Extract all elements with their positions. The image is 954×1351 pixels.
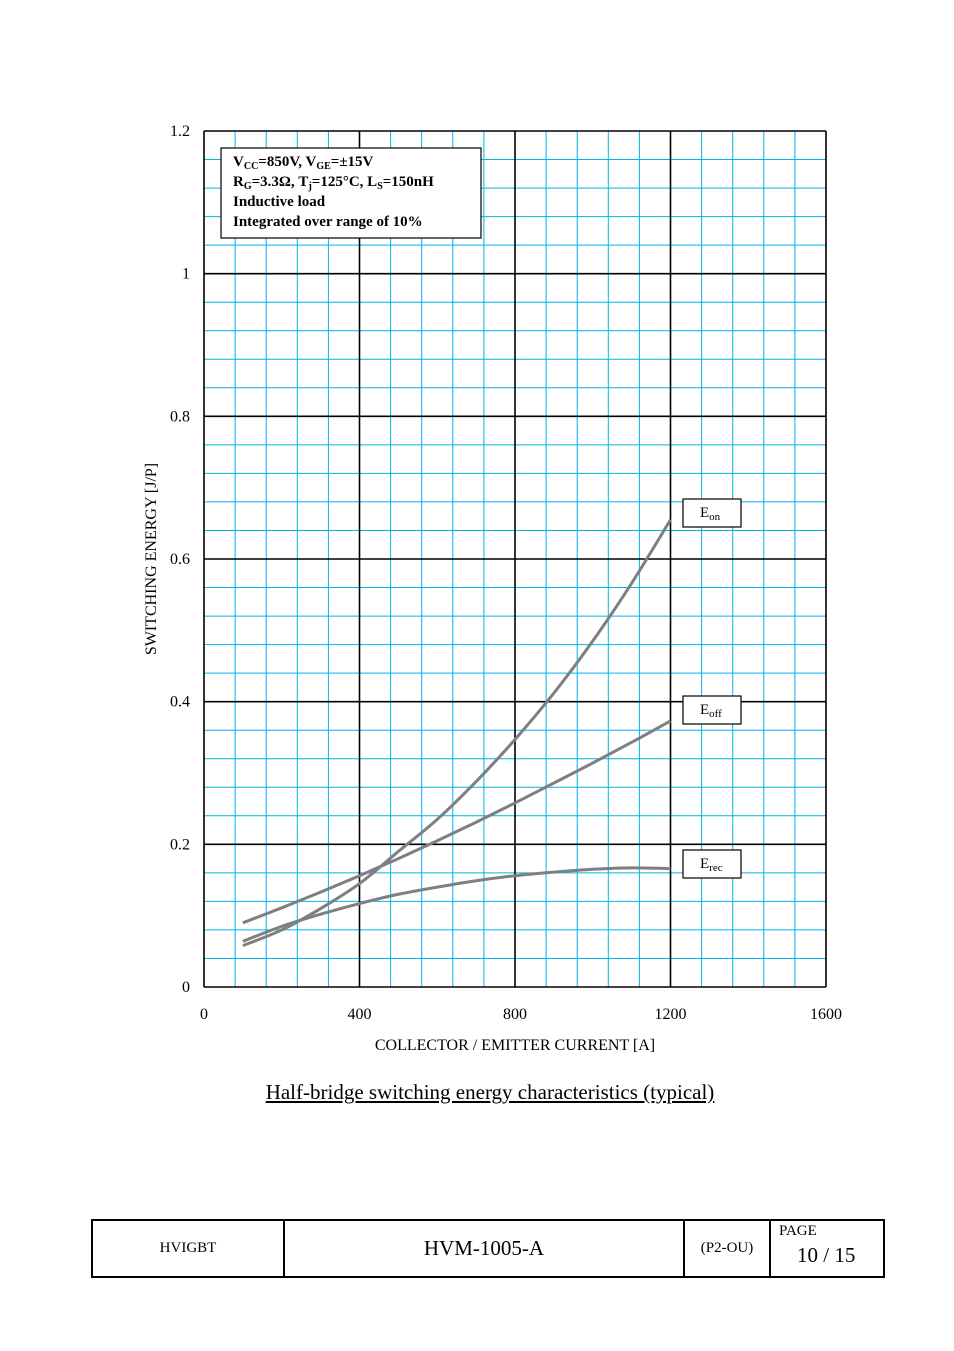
- footer-page-cell: [771, 1221, 883, 1276]
- conditions-box: [221, 148, 481, 238]
- series-line-on: [243, 520, 671, 946]
- figure-caption: Half-bridge switching energy characteristics (typical): [265, 1080, 715, 1104]
- x-tick-label: 1600: [810, 1006, 842, 1023]
- footer-table: [91, 1219, 885, 1278]
- footer-page-label: PAGE: [779, 1223, 817, 1239]
- series-label-off: $E_{off}$: [700, 702, 722, 720]
- footer-code: (P2-OU): [685, 1221, 771, 1276]
- x-tick-label: 800: [503, 1006, 527, 1023]
- y-axis-label: SWITCHING ENERGY [J/P]: [143, 462, 160, 656]
- y-tick-label: 0.2: [170, 836, 190, 854]
- y-tick-label: 1: [182, 265, 190, 283]
- footer-page-number: 10 / 15: [797, 1243, 856, 1267]
- condition-line: $V_{CC}=850V$, $V_{GE}=\pm 15V$: [233, 154, 374, 172]
- x-tick-labels: [200, 1006, 842, 1023]
- x-tick-label: 400: [347, 1006, 372, 1023]
- y-tick-label: 0: [182, 979, 190, 996]
- x-axis-label: COLLECTOR / EMITTER CURRENT [A]: [374, 1037, 656, 1054]
- x-tick-label: 0: [200, 1006, 208, 1023]
- y-tick-label: 0.4: [170, 693, 190, 711]
- y-tick-label: 0.8: [170, 408, 190, 426]
- condition-line: Inductive load: [233, 194, 326, 210]
- series-line-off: [243, 721, 671, 923]
- condition-line: $R_G=3.3\Omega$, $T_j=125^\circ C$, $L_S=150nH$: [233, 174, 434, 192]
- footer-product: HVIGBT: [93, 1221, 285, 1276]
- condition-line: Integrated over range of 10%: [233, 214, 423, 230]
- series-label-on: $E_{on}$: [700, 505, 721, 523]
- curves: [243, 520, 671, 946]
- series-label-rec: $E_{rec}$: [700, 856, 723, 874]
- y-tick-labels: [170, 123, 190, 996]
- y-tick-label: 0.6: [170, 551, 190, 568]
- y-tick-label: 1.2: [170, 123, 190, 140]
- footer-doc-number: HVM-1005-A: [285, 1221, 685, 1276]
- x-tick-label: 1200: [654, 1006, 687, 1023]
